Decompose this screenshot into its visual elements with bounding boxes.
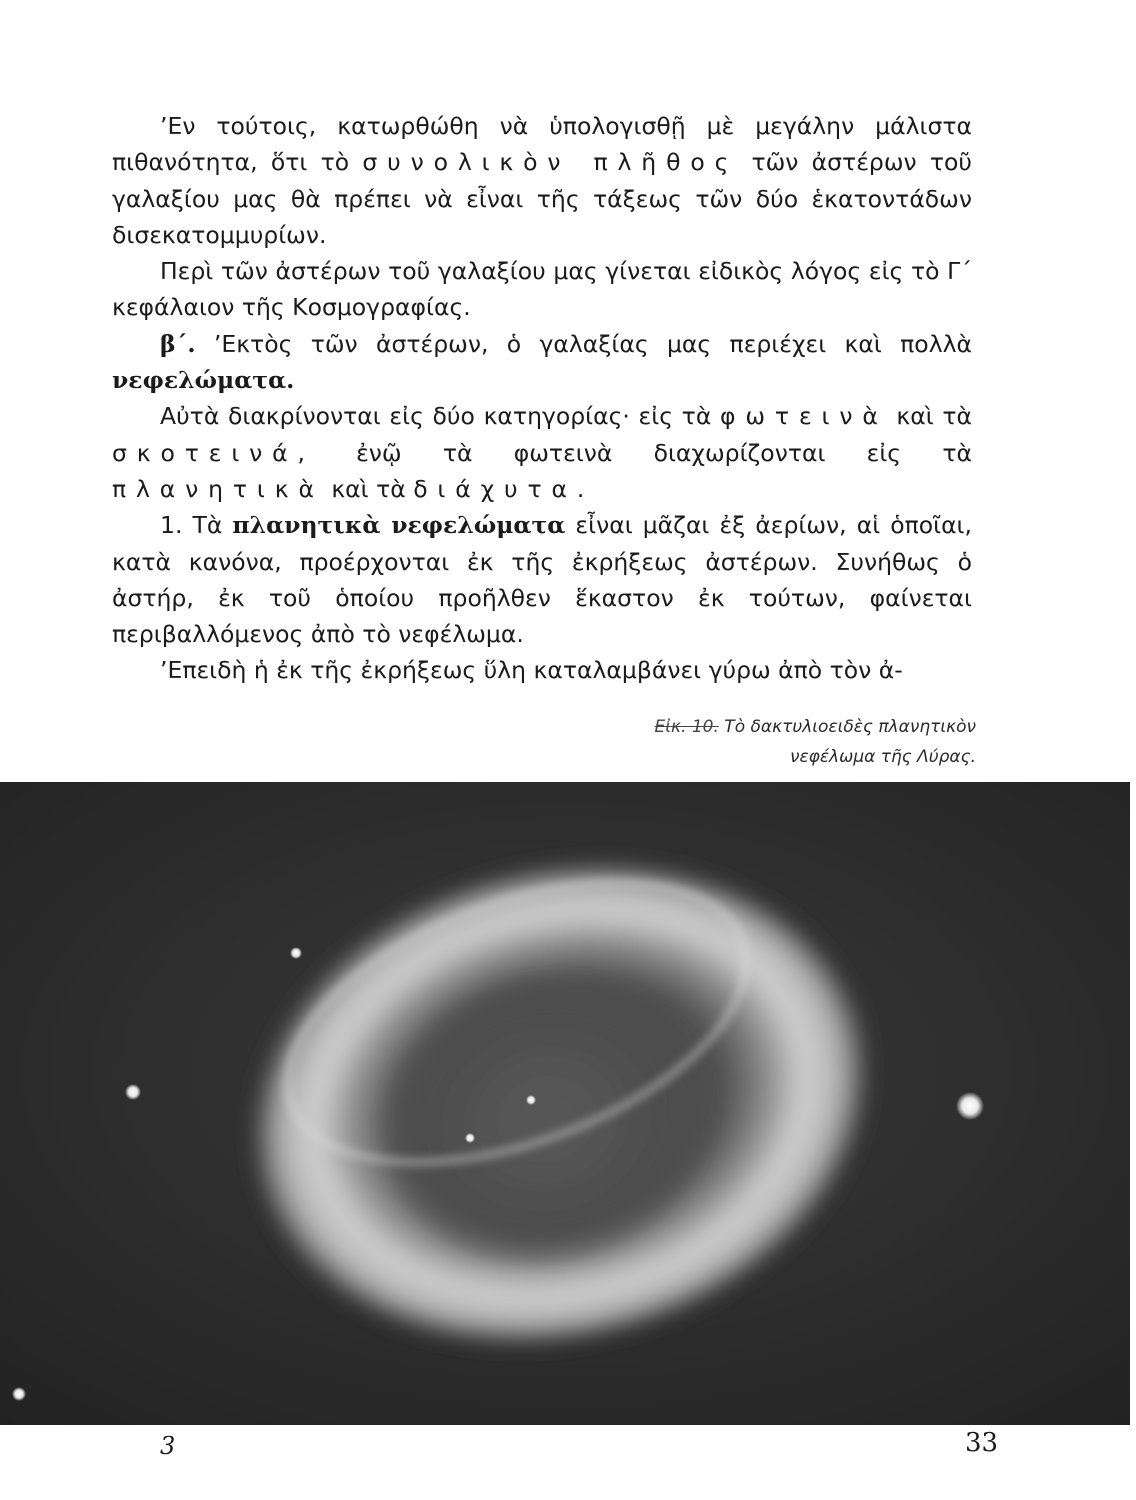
- star: [12, 1387, 26, 1401]
- star: [956, 1092, 984, 1120]
- paragraph-4: [112, 398, 972, 507]
- page-number: 33: [965, 1428, 999, 1458]
- paragraph-6: ’Επειδὴ ἡ ἐκ τῆς ἐκρήξεως ὕλη καταλαμβάνει γύρω ἀπὸ τὸν ἀ-: [160, 656, 903, 685]
- spaced-emphasis: σκοτεινά,: [112, 438, 315, 467]
- text-run: εἶναι μᾶζαι ἐξ ἀερίων, αἱ ὁποῖαι, κατὰ κανόνα, προέρχονται ἐκ τῆς ἐκρήξεως ἀστέρων. Συνήθως ὁ ἀστήρ, ἐκ τοῦ ὁποίου προῆλθεν ἕκαστον ἐκ τούτων, φαίνεται περιβαλλόμενος ἀπὸ τὸ νεφέλωμα.: [112, 511, 972, 649]
- bold-term: νεφελώματα.: [112, 366, 295, 395]
- spaced-emphasis: πλανητικὰ: [112, 474, 324, 503]
- section-marker: β΄.: [160, 329, 196, 358]
- figure-number: Εἰκ. 10.: [654, 717, 719, 737]
- spaced-emphasis: φωτεινὰ: [720, 402, 888, 431]
- text-run: 1. Τὰ: [160, 511, 233, 540]
- star: [125, 1084, 141, 1100]
- text-run: τῶν ἀστέρων τοῦ γαλαξίου μας θὰ πρέπει νὰ εἶναι τῆς τάξεως τῶν δύο ἑκατοντάδων δισεκατομμυρίων.: [112, 148, 972, 249]
- spaced-emphasis: διάχυτα.: [413, 474, 595, 503]
- text-run: καὶ τὰ: [323, 474, 414, 503]
- star: [526, 1095, 536, 1105]
- figure-caption: [655, 712, 976, 772]
- caption-line-2: νεφέλωμα τῆς Λύρας.: [789, 747, 976, 767]
- caption-text: Τὸ δακτυλιοειδὲς πλανητικὸν: [718, 717, 976, 737]
- star: [465, 1133, 475, 1143]
- paragraph-3: [112, 326, 972, 399]
- ring-nebula-image: [0, 782, 1130, 1425]
- nebula-photo: [0, 782, 1130, 1425]
- paragraph-1: [112, 108, 972, 253]
- text-run: ’Εν τούτοις, κατωρθώθη νὰ ὑπολογισθῇ μὲ μεγάλην μάλιστα πιθανότητα, ὅτι τὸ: [112, 112, 972, 177]
- paragraph-2: Περὶ τῶν ἀστέρων τοῦ γαλαξίου μας γίνεται εἰδικὸς λόγος εἰς τὸ Γ΄ κεφάλαιον τῆς Κοσμογραφίας.: [112, 257, 972, 322]
- text-run: Αὐτὰ διακρίνονται εἰς δύο κατηγορίας· εἰς τὰ: [160, 402, 720, 431]
- caption-line-1: [655, 712, 976, 742]
- text-run: καὶ τὰ: [887, 402, 972, 431]
- signature-mark: 3: [160, 1432, 176, 1460]
- bold-term: πλανητικὰ νεφελώματα: [232, 511, 566, 540]
- paragraph-5: [112, 507, 972, 652]
- text-run: ’Εκτὸς τῶν ἀστέρων, ὁ γαλαξίας μας περιέχει καὶ πολλὰ: [195, 329, 972, 358]
- spaced-emphasis: συνολικὸν πλῆθος: [362, 148, 739, 177]
- star: [290, 947, 302, 959]
- body-text: [112, 108, 972, 689]
- text-run: ἐνῷ τὰ φωτεινὰ διαχωρίζονται εἰς τὰ: [314, 438, 972, 467]
